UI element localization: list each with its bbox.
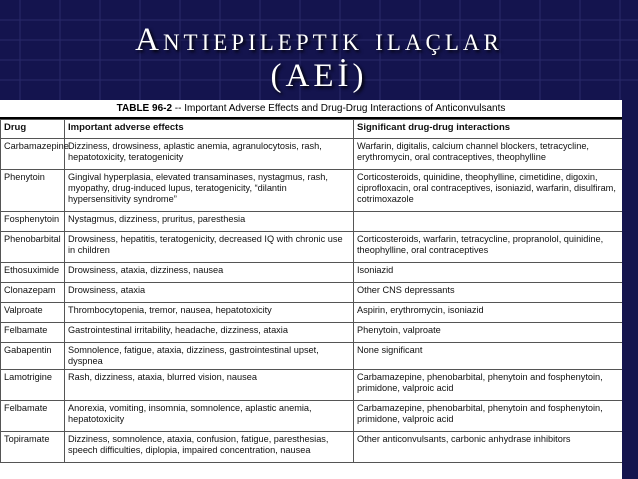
cell-drug: Ethosuximide [1, 263, 65, 283]
table-caption [0, 100, 622, 119]
header-drug: Drug [1, 120, 65, 139]
header-adverse-effects: Important adverse effects [65, 120, 354, 139]
cell-interactions: Aspirin, erythromycin, isoniazid [354, 303, 623, 323]
slide-title-line1: Antiepileptik ilaçlar [135, 22, 503, 58]
cell-drug: Felbamate [1, 323, 65, 343]
cell-drug: Carbamazepine [1, 139, 65, 170]
drug-table [0, 119, 622, 463]
cell-adverse: Dizziness, somnolence, ataxia, confusion, fatigue, paresthesias, speech difficulties, diplopia, impaired concentration, nausea [65, 432, 354, 463]
table-row [1, 370, 623, 401]
cell-interactions: None significant [354, 343, 623, 370]
slide-title [0, 22, 638, 94]
cell-drug: Clonazepam [1, 283, 65, 303]
cell-adverse: Dizziness, drowsiness, aplastic anemia, agranulocytosis, rash, hepatotoxicity, teratogenicity [65, 139, 354, 170]
table-caption-text: -- Important Adverse Effects and Drug-Drug Interactions of Anticonvulsants [172, 103, 506, 114]
cell-adverse: Nystagmus, dizziness, pruritus, paresthesia [65, 212, 354, 232]
cell-interactions: Corticosteroids, quinidine, theophylline, cimetidine, digoxin, ciprofloxacin, oral contraceptives, isoniazid, warfarin, disulfiram, cotrimoxazole [354, 170, 623, 212]
cell-drug: Valproate [1, 303, 65, 323]
cell-interactions: Carbamazepine, phenobarbital, phenytoin and fosphenytoin, primidone, valproic acid [354, 370, 623, 401]
table-row [1, 212, 623, 232]
table-caption-number: TABLE 96-2 [116, 103, 173, 114]
cell-interactions: Isoniazid [354, 263, 623, 283]
cell-adverse: Drowsiness, ataxia [65, 283, 354, 303]
table-row [1, 401, 623, 432]
cell-interactions: Other anticonvulsants, carbonic anhydrase inhibitors [354, 432, 623, 463]
cell-drug: Phenobarbital [1, 232, 65, 263]
cell-interactions: Phenytoin, valproate [354, 323, 623, 343]
header-interactions: Significant drug-drug interactions [354, 120, 623, 139]
table-row [1, 323, 623, 343]
cell-adverse: Anorexia, vomiting, insomnia, somnolence, aplastic anemia, hepatotoxicity [65, 401, 354, 432]
cell-drug: Felbamate [1, 401, 65, 432]
slide-title-line2: (AEİ) [270, 58, 368, 94]
table-header-row [1, 120, 623, 139]
cell-drug: Fosphenytoin [1, 212, 65, 232]
table-row [1, 303, 623, 323]
cell-interactions [354, 212, 623, 232]
table-row [1, 263, 623, 283]
cell-adverse: Drowsiness, ataxia, dizziness, nausea [65, 263, 354, 283]
table-row [1, 170, 623, 212]
cell-drug: Topiramate [1, 432, 65, 463]
cell-interactions: Warfarin, digitalis, calcium channel blockers, tetracycline, erythromycin, oral contraceptives, theophylline [354, 139, 623, 170]
cell-adverse: Thrombocytopenia, tremor, nausea, hepatotoxicity [65, 303, 354, 323]
table-row [1, 232, 623, 263]
cell-interactions: Carbamazepine, phenobarbital, phenytoin and fosphenytoin, primidone, valproic acid [354, 401, 623, 432]
cell-drug: Lamotrigine [1, 370, 65, 401]
cell-adverse: Gastrointestinal irritability, headache, dizziness, ataxia [65, 323, 354, 343]
slide-right-margin [622, 100, 638, 479]
cell-adverse: Gingival hyperplasia, elevated transaminases, nystagmus, rash, myopathy, drug-induced lupus, teratogenicity, “dilantin hypersensitivity syndrome” [65, 170, 354, 212]
table-row [1, 139, 623, 170]
cell-drug: Phenytoin [1, 170, 65, 212]
table-row [1, 343, 623, 370]
cell-interactions: Other CNS depressants [354, 283, 623, 303]
cell-adverse: Rash, dizziness, ataxia, blurred vision, nausea [65, 370, 354, 401]
cell-adverse: Somnolence, fatigue, ataxia, dizziness, gastrointestinal upset, dyspnea [65, 343, 354, 370]
table-row [1, 283, 623, 303]
table-row [1, 432, 623, 463]
cell-adverse: Drowsiness, hepatitis, teratogenicity, decreased IQ with chronic use in children [65, 232, 354, 263]
cell-interactions: Corticosteroids, warfarin, tetracycline, propranolol, quinidine, theophylline, oral contraceptives [354, 232, 623, 263]
anticonvulsant-table [0, 100, 622, 479]
cell-drug: Gabapentin [1, 343, 65, 370]
